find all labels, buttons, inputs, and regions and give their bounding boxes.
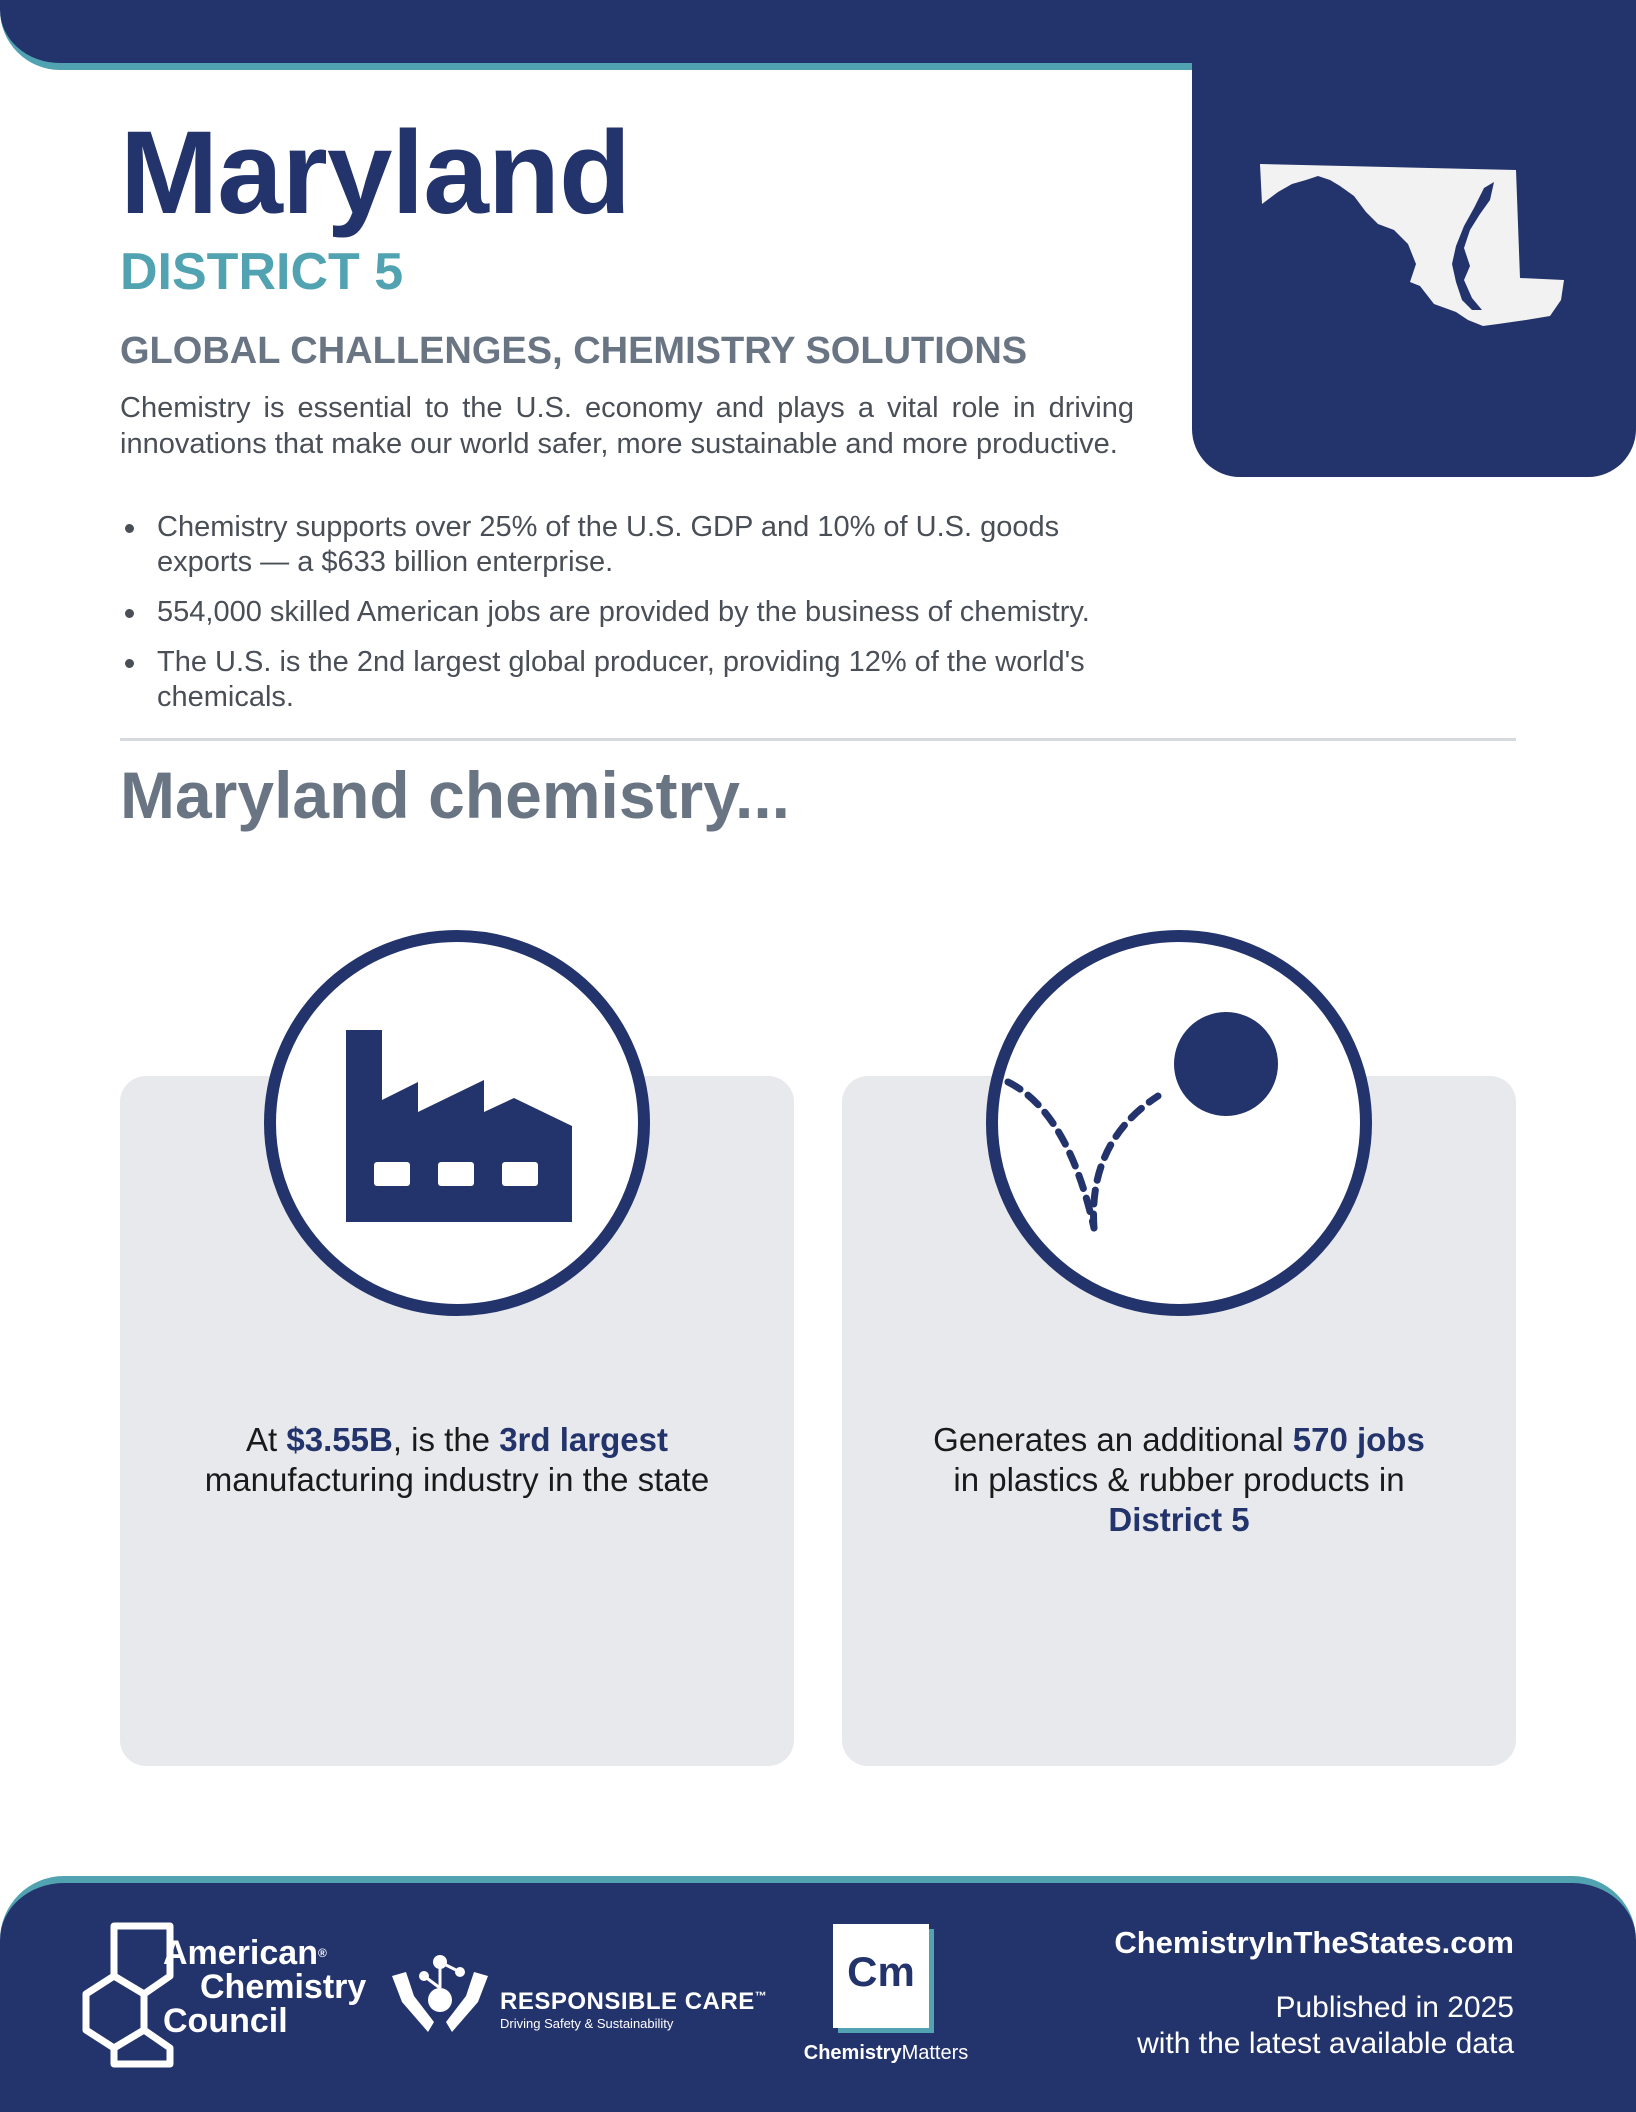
acc-logo-text: American® Chemistry Council (163, 1934, 367, 2040)
growth-icon-circle (986, 930, 1372, 1316)
website-link[interactable]: ChemistryInTheStates.com (1114, 1925, 1514, 1960)
factory-icon (276, 942, 638, 1304)
subheading: GLOBAL CHALLENGES, CHEMISTRY SOLUTIONS (120, 330, 1028, 372)
district-label: DISTRICT 5 (120, 243, 404, 301)
section-divider (120, 738, 1516, 741)
responsible-care-tagline: Driving Safety & Sustainability (500, 2016, 674, 2031)
stat-manufacturing-text: At $3.55B, is the 3rd largest manufacturing industry in the state (204, 1421, 710, 1498)
responsible-care-hands-icon (388, 1942, 492, 2042)
dotted-path-dot-icon (998, 942, 1360, 1304)
publication-note: Published in 2025 with the latest available data (1137, 1991, 1514, 2060)
state-map-panel (1192, 0, 1636, 477)
section-title: Maryland chemistry... (120, 758, 791, 832)
intro-paragraph: Chemistry is essential to the U.S. economy and plays a vital role in driving innovations that make our world safer, more sustainable and more productive. (120, 392, 1134, 460)
fact-list (120, 510, 1134, 730)
list-item: The U.S. is the 2nd largest global producer, providing 12% of the world's chemicals. (120, 645, 1134, 715)
list-item: Chemistry supports over 25% of the U.S. GDP and 10% of U.S. goods exports — a $633 billion enterprise. (120, 510, 1134, 580)
stat-jobs-text: Generates an additional 570 jobs in plastics & rubber products in District 5 (933, 1421, 1425, 1538)
maryland-map-icon (1258, 160, 1570, 330)
state-title: Maryland (120, 107, 631, 239)
responsible-care-title: RESPONSIBLE CARE™ (500, 1988, 768, 2015)
acc-hexagon-logo-icon (74, 1920, 174, 2070)
list-item: 554,000 skilled American jobs are provided by the business of chemistry. (120, 595, 1134, 630)
chemistry-matters-logo: Cm (833, 1924, 929, 2028)
factory-icon-circle (264, 930, 650, 1316)
chemistry-matters-label: ChemistryMatters (803, 2042, 969, 2064)
